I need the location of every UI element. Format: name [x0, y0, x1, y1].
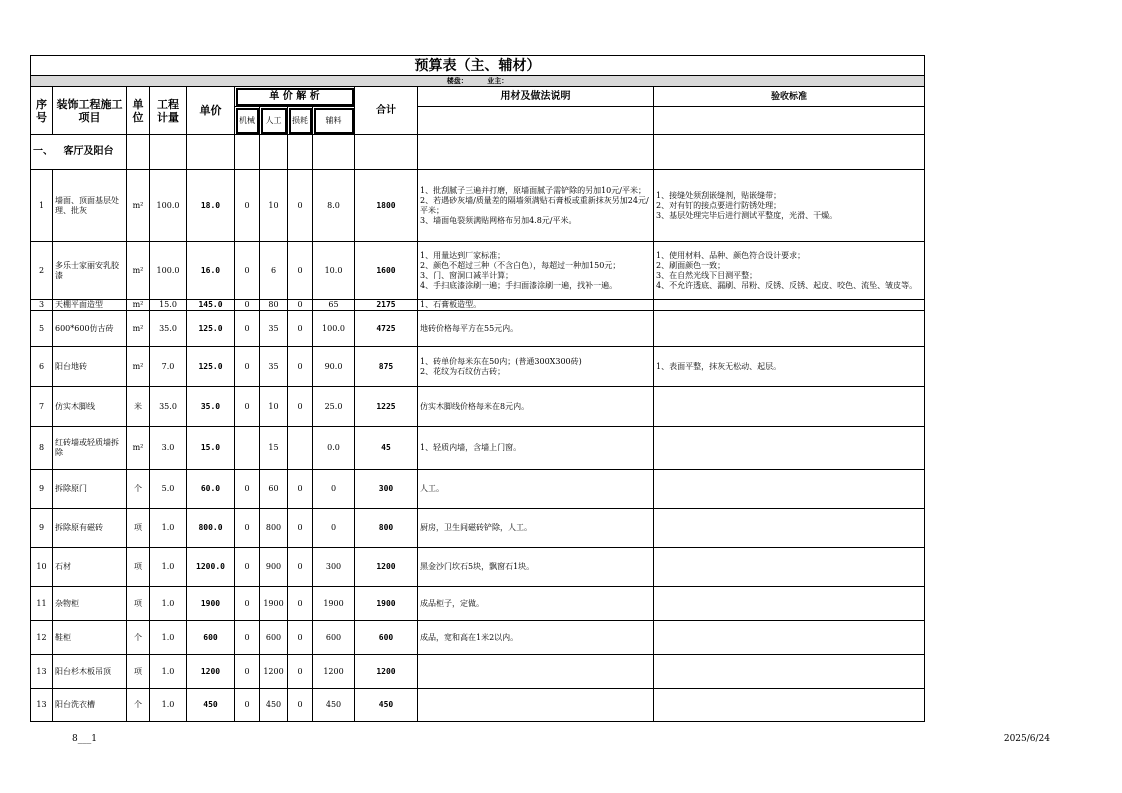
row-item: 多乐士家丽安乳胶漆 — [53, 242, 127, 300]
row-aux: 90.0 — [313, 347, 355, 387]
row-accept — [654, 387, 925, 427]
row-labor: 6 — [260, 242, 288, 300]
subtitle-row — [31, 76, 925, 87]
row-seq: 2 — [31, 242, 53, 300]
row-machine: 0 — [235, 300, 260, 311]
row-price: 145.0 — [187, 300, 235, 311]
header-unit: 单位 — [127, 87, 150, 135]
row-unit: m² — [127, 170, 150, 242]
row-loss: 0 — [288, 655, 313, 689]
row-price: 1200 — [187, 655, 235, 689]
row-machine: 0 — [235, 311, 260, 347]
row-unit: 个 — [127, 689, 150, 722]
row-accept — [654, 548, 925, 587]
row-desc: 厨房，卫生间磁砖铲除，人工。 — [418, 509, 654, 548]
row-labor: 35 — [260, 347, 288, 387]
row-price: 35.0 — [187, 387, 235, 427]
row-desc: 黑金沙门坎石5块，飘窗石1块。 — [418, 548, 654, 587]
table-row — [31, 311, 925, 347]
row-total: 4725 — [355, 311, 418, 347]
row-accept — [654, 689, 925, 722]
row-aux: 300 — [313, 548, 355, 587]
row-total: 300 — [355, 470, 418, 509]
row-loss: 0 — [288, 311, 313, 347]
row-unit: m² — [127, 300, 150, 311]
row-loss — [288, 427, 313, 470]
row-item: 阳台洗衣槽 — [53, 689, 127, 722]
row-qty: 15.0 — [150, 300, 187, 311]
table-row — [31, 470, 925, 509]
row-item: 红砖墙或轻质墙拆除 — [53, 427, 127, 470]
row-aux: 450 — [313, 689, 355, 722]
row-item: 鞋柜 — [53, 621, 127, 655]
row-desc: 人工。 — [418, 470, 654, 509]
row-total: 800 — [355, 509, 418, 548]
row-seq: 10 — [31, 548, 53, 587]
row-seq: 8 — [31, 427, 53, 470]
header-labor: 人工 — [260, 107, 288, 135]
row-qty: 1.0 — [150, 621, 187, 655]
row-loss: 0 — [288, 300, 313, 311]
row-unit: 个 — [127, 470, 150, 509]
row-loss: 0 — [288, 347, 313, 387]
row-aux: 600 — [313, 621, 355, 655]
row-item: 阳台地砖 — [53, 347, 127, 387]
table-row — [31, 587, 925, 621]
row-qty: 100.0 — [150, 170, 187, 242]
section-name: 客厅及阳台 — [63, 146, 114, 157]
row-desc — [418, 689, 654, 722]
row-unit: m² — [127, 242, 150, 300]
footer-page: 8___1 — [72, 734, 97, 744]
row-loss: 0 — [288, 170, 313, 242]
row-machine: 0 — [235, 347, 260, 387]
table-row — [31, 509, 925, 548]
row-item: 600*600仿古砖 — [53, 311, 127, 347]
header-aux: 辅料 — [313, 107, 355, 135]
row-desc: 1、用量达到厂家标准； 2、颜色不超过三种（不含白色），每超过一种加150元； 3、门、窗洞口减半计算； 4、手扫底漆涂刷一遍；手扫面漆涂刷一遍，找补一遍。 — [418, 242, 654, 300]
row-price: 1900 — [187, 587, 235, 621]
row-loss: 0 — [288, 548, 313, 587]
row-desc: 1、砖单价每米东在50内；(普通300X300砖) 2、花纹为石纹仿古砖； — [418, 347, 654, 387]
row-labor: 900 — [260, 548, 288, 587]
row-aux: 10.0 — [313, 242, 355, 300]
row-unit: 项 — [127, 548, 150, 587]
row-total: 1200 — [355, 655, 418, 689]
row-accept — [654, 300, 925, 311]
row-accept: 1、使用材料、品种、颜色符合设计要求； 2、刷面颜色一致； 3、在自然光线下目测平整； 4、不允许透底、漏刷、吊粉、反锈、反锈、起皮、咬色、流坠、皱皮等。 — [654, 242, 925, 300]
page-title: 预算表（主、辅材） — [31, 56, 925, 76]
row-machine — [235, 427, 260, 470]
row-machine: 0 — [235, 470, 260, 509]
row-machine: 0 — [235, 509, 260, 548]
row-unit: 项 — [127, 587, 150, 621]
row-qty: 100.0 — [150, 242, 187, 300]
row-total: 45 — [355, 427, 418, 470]
row-qty: 5.0 — [150, 470, 187, 509]
row-qty: 35.0 — [150, 387, 187, 427]
header-total: 合计 — [355, 87, 418, 135]
row-seq: 9 — [31, 470, 53, 509]
header-breakdown: 单 价 解 析 — [235, 87, 355, 107]
row-unit: 项 — [127, 655, 150, 689]
row-price: 125.0 — [187, 347, 235, 387]
row-desc: 成品，宽和高在1米2以内。 — [418, 621, 654, 655]
row-item: 杂物柜 — [53, 587, 127, 621]
row-desc: 成品柜子，定做。 — [418, 587, 654, 621]
row-loss: 0 — [288, 242, 313, 300]
table-row — [31, 548, 925, 587]
header-price: 单价 — [187, 87, 235, 135]
row-unit: m² — [127, 311, 150, 347]
row-loss: 0 — [288, 470, 313, 509]
table-row — [31, 347, 925, 387]
row-accept — [654, 655, 925, 689]
row-total: 600 — [355, 621, 418, 655]
row-machine: 0 — [235, 587, 260, 621]
row-price: 125.0 — [187, 311, 235, 347]
row-item: 天棚平面造型 — [53, 300, 127, 311]
row-labor: 450 — [260, 689, 288, 722]
row-desc: 1、轻质内墙，含墙上门窗。 — [418, 427, 654, 470]
row-desc: 地砖价格每平方在55元内。 — [418, 311, 654, 347]
row-item: 拆除原有磁砖 — [53, 509, 127, 548]
row-loss: 0 — [288, 621, 313, 655]
table-row — [31, 655, 925, 689]
row-accept — [654, 587, 925, 621]
table-row — [31, 689, 925, 722]
row-machine: 0 — [235, 689, 260, 722]
row-seq: 6 — [31, 347, 53, 387]
row-labor: 1200 — [260, 655, 288, 689]
row-loss: 0 — [288, 509, 313, 548]
row-machine: 0 — [235, 621, 260, 655]
row-qty: 1.0 — [150, 655, 187, 689]
row-price: 18.0 — [187, 170, 235, 242]
row-labor: 80 — [260, 300, 288, 311]
title-row — [31, 56, 925, 76]
row-unit: 项 — [127, 509, 150, 548]
header-desc: 用材及做法说明 — [418, 87, 654, 107]
row-labor: 1900 — [260, 587, 288, 621]
row-aux: 8.0 — [313, 170, 355, 242]
row-item: 石材 — [53, 548, 127, 587]
table-row — [31, 242, 925, 300]
row-machine: 0 — [235, 655, 260, 689]
row-item: 阳台杉木板吊顶 — [53, 655, 127, 689]
header-loss: 损耗 — [288, 107, 313, 135]
row-seq: 7 — [31, 387, 53, 427]
budget-table — [30, 55, 925, 722]
header-accept: 验收标准 — [654, 87, 925, 107]
row-labor: 15 — [260, 427, 288, 470]
row-machine: 0 — [235, 548, 260, 587]
row-total: 875 — [355, 347, 418, 387]
row-total: 1800 — [355, 170, 418, 242]
table-row — [31, 300, 925, 311]
row-loss: 0 — [288, 587, 313, 621]
table-body — [31, 170, 925, 722]
row-accept — [654, 311, 925, 347]
row-unit: 米 — [127, 387, 150, 427]
row-price: 16.0 — [187, 242, 235, 300]
table-row — [31, 170, 925, 242]
section-row — [31, 135, 925, 170]
row-aux: 25.0 — [313, 387, 355, 427]
row-aux: 1200 — [313, 655, 355, 689]
row-qty: 7.0 — [150, 347, 187, 387]
section-number: 一、 — [33, 146, 53, 157]
row-total: 450 — [355, 689, 418, 722]
row-labor: 600 — [260, 621, 288, 655]
row-qty: 1.0 — [150, 587, 187, 621]
footer-date: 2025/6/24 — [1003, 734, 1050, 744]
row-labor: 10 — [260, 170, 288, 242]
row-accept — [654, 509, 925, 548]
row-total: 1225 — [355, 387, 418, 427]
header-seq: 序 号 — [31, 87, 53, 135]
row-unit: 个 — [127, 621, 150, 655]
row-desc: 1、批刮腻子三遍并打磨，原墙面腻子需铲除的另加10元/平米； 2、若遇砂灰墙/质量差的隔墙须满贴石膏板或重新抹灰另加24元/平米； 3、墙面龟裂须满贴网格布另加4.8元/平米。 — [418, 170, 654, 242]
row-qty: 1.0 — [150, 548, 187, 587]
table-row — [31, 621, 925, 655]
row-price: 600 — [187, 621, 235, 655]
row-qty: 35.0 — [150, 311, 187, 347]
row-price: 450 — [187, 689, 235, 722]
row-seq: 13 — [31, 689, 53, 722]
row-price: 800.0 — [187, 509, 235, 548]
row-total: 1200 — [355, 548, 418, 587]
owner-label: 业主： — [487, 76, 509, 85]
row-accept: 1、接缝处须刮嵌缝剂，贴嵌缝带； 2、对有钉的接点要进行防锈处理； 3、基层处理完毕后进行测试平整度，光滑、干燥。 — [654, 170, 925, 242]
row-price: 15.0 — [187, 427, 235, 470]
header-machine: 机械 — [235, 107, 260, 135]
row-qty: 1.0 — [150, 689, 187, 722]
row-seq: 9 — [31, 509, 53, 548]
row-loss: 0 — [288, 689, 313, 722]
row-item: 仿实木脚线 — [53, 387, 127, 427]
header-qty: 工程计量 — [150, 87, 187, 135]
row-aux: 1900 — [313, 587, 355, 621]
row-unit: m² — [127, 347, 150, 387]
row-seq: 3 — [31, 300, 53, 311]
row-item: 墙面、顶面基层处理、批灰 — [53, 170, 127, 242]
row-aux: 0 — [313, 509, 355, 548]
row-qty: 1.0 — [150, 509, 187, 548]
row-accept — [654, 427, 925, 470]
row-seq: 1 — [31, 170, 53, 242]
header-item: 装饰工程施工项目 — [53, 87, 127, 135]
table-row — [31, 427, 925, 470]
row-seq: 11 — [31, 587, 53, 621]
row-accept: 1、表面平整，抹灰无松动、起层。 — [654, 347, 925, 387]
row-seq: 12 — [31, 621, 53, 655]
row-desc: 1、石膏板造型。 — [418, 300, 654, 311]
row-total: 1600 — [355, 242, 418, 300]
row-total: 2175 — [355, 300, 418, 311]
row-unit: m² — [127, 427, 150, 470]
row-machine: 0 — [235, 387, 260, 427]
row-machine: 0 — [235, 242, 260, 300]
row-accept — [654, 470, 925, 509]
row-aux: 0 — [313, 470, 355, 509]
header-row-1 — [31, 87, 925, 107]
row-price: 60.0 — [187, 470, 235, 509]
building-label: 楼盘： — [446, 76, 468, 85]
row-total: 1900 — [355, 587, 418, 621]
row-desc: 仿实木脚线价格每米在8元内。 — [418, 387, 654, 427]
row-accept — [654, 621, 925, 655]
row-machine: 0 — [235, 170, 260, 242]
row-labor: 35 — [260, 311, 288, 347]
table-row — [31, 387, 925, 427]
row-labor: 60 — [260, 470, 288, 509]
row-desc — [418, 655, 654, 689]
row-labor: 10 — [260, 387, 288, 427]
row-seq: 5 — [31, 311, 53, 347]
row-price: 1200.0 — [187, 548, 235, 587]
row-aux: 100.0 — [313, 311, 355, 347]
row-aux: 0.0 — [313, 427, 355, 470]
row-seq: 13 — [31, 655, 53, 689]
row-item: 拆除原门 — [53, 470, 127, 509]
row-aux: 65 — [313, 300, 355, 311]
row-labor: 800 — [260, 509, 288, 548]
row-loss: 0 — [288, 387, 313, 427]
row-qty: 3.0 — [150, 427, 187, 470]
